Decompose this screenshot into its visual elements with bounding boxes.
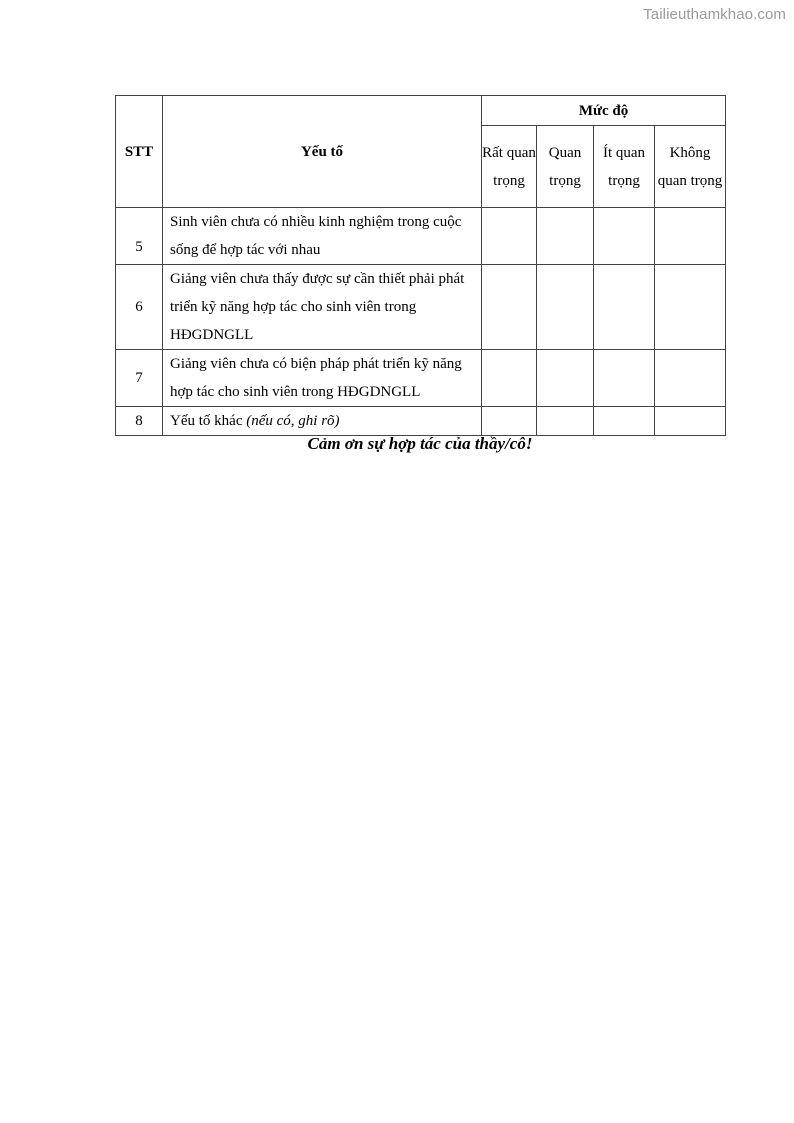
row-factor-text: Yếu tố khác <box>170 413 247 429</box>
table-row <box>116 350 726 407</box>
rating-cell[interactable] <box>537 265 594 350</box>
row-factor: Sinh viên chưa có nhiều kinh nghiệm trong cuộc sống để hợp tác với nhau <box>163 208 482 265</box>
rating-cell[interactable] <box>594 350 655 407</box>
row-stt: 5 <box>116 208 163 265</box>
rating-cell[interactable] <box>537 407 594 436</box>
row-stt: 7 <box>116 350 163 407</box>
closing-text: Cảm ơn sự hợp tác của thầy/cô! <box>307 434 533 453</box>
rating-cell[interactable] <box>655 350 726 407</box>
rating-cell[interactable] <box>482 208 537 265</box>
rating-cell[interactable] <box>655 407 726 436</box>
row-factor: Giảng viên chưa có biện pháp phát triển kỹ năng hợp tác cho sinh viên trong HĐGDNGLL <box>163 350 482 407</box>
row-stt: 6 <box>116 265 163 350</box>
table-row <box>116 208 726 265</box>
rating-cell[interactable] <box>655 208 726 265</box>
rating-cell[interactable] <box>482 407 537 436</box>
rating-cell[interactable] <box>482 350 537 407</box>
header-level-group: Mức độ <box>482 96 726 126</box>
row-stt: 8 <box>116 407 163 436</box>
table-row <box>116 265 726 350</box>
rating-cell[interactable] <box>594 407 655 436</box>
header-level-less-important: Ít quan trọng <box>594 126 655 208</box>
header-factor: Yếu tố <box>163 96 482 208</box>
rating-cell[interactable] <box>537 350 594 407</box>
row-factor: Giảng viên chưa thấy được sự cần thiết phải phát triển kỹ năng hợp tác cho sinh viên trong HĐGDNGLL <box>163 265 482 350</box>
header-stt: STT <box>116 96 163 208</box>
row-factor-note: (nếu có, ghi rõ) <box>246 413 340 429</box>
watermark-text: Tailieuthamkhao.com <box>643 6 786 23</box>
table-row <box>116 407 726 436</box>
survey-table <box>115 95 726 436</box>
header-level-very-important: Rất quan trọng <box>482 126 537 208</box>
table-header-row <box>116 96 726 126</box>
rating-cell[interactable] <box>537 208 594 265</box>
rating-cell[interactable] <box>482 265 537 350</box>
rating-cell[interactable] <box>655 265 726 350</box>
header-level-not-important: Không quan trọng <box>655 126 726 208</box>
rating-cell[interactable] <box>594 208 655 265</box>
rating-cell[interactable] <box>594 265 655 350</box>
header-level-important: Quan trọng <box>537 126 594 208</box>
row-factor <box>163 407 482 436</box>
